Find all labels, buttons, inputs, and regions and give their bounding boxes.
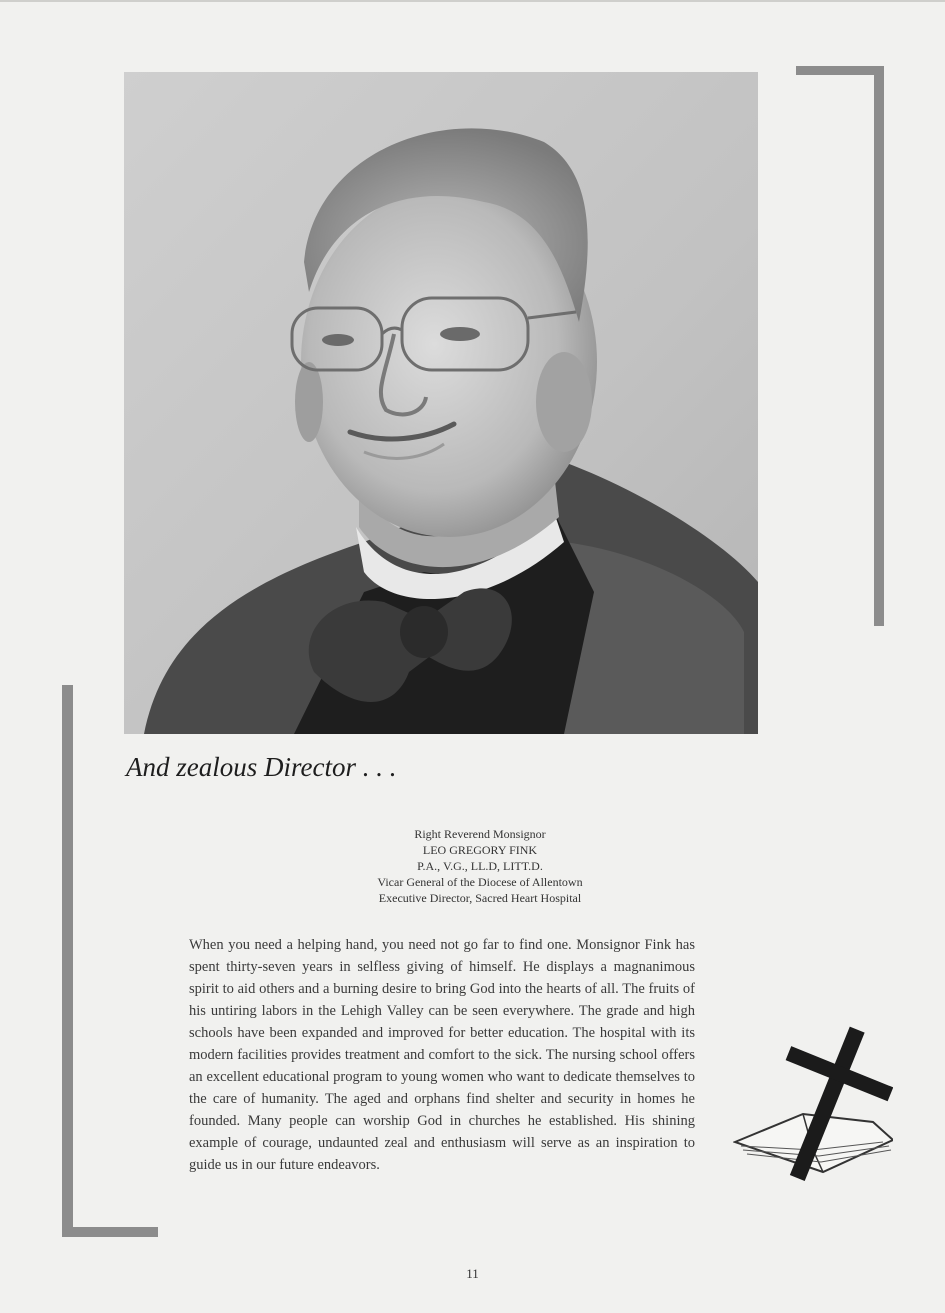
title-line: Executive Director, Sacred Heart Hospital — [378, 891, 582, 905]
honoree-title-block — [320, 826, 640, 906]
title-line: P.A., V.G., LL.D, LITT.D. — [417, 859, 543, 873]
portrait-photo — [124, 72, 758, 734]
tribute-paragraph: When you need a helping hand, you need not go far to find one. Monsignor Fink has spent thirty-seven years in selfless giving of himself. He displays a magnanimous spirit to aid others and a burning desire to bring God into the hearts of all. The fruits of his untiring labors in the Lehigh Valley can be seen everywhere. The grade and high schools have been expanded and improved for better education. The hospital with its modern facilities provides treatment and comfort to the sick. The nursing school offers an excellent educational program to young women who want to dedicate themselves to the care of humanity. The aged and orphans find shelter and security in homes he founded. Many people can worship God in churches he established. His shining example of courage, undaunted zeal and enthusiasm will serve as an inspiration to guide us in our future endeavors. — [189, 937, 695, 1173]
cross-and-book-icon — [733, 1022, 893, 1187]
honoree-name: LEO GREGORY FINK — [422, 843, 538, 857]
title-line: Right Reverend Monsignor — [414, 827, 546, 841]
decorative-bracket-top-right — [796, 66, 884, 626]
page-number: 11 — [466, 1266, 479, 1281]
title-line: Vicar General of the Diocese of Allentown — [377, 875, 583, 889]
page-heading: And zealous Director . . . — [126, 752, 397, 782]
page-top-line — [0, 0, 945, 2]
